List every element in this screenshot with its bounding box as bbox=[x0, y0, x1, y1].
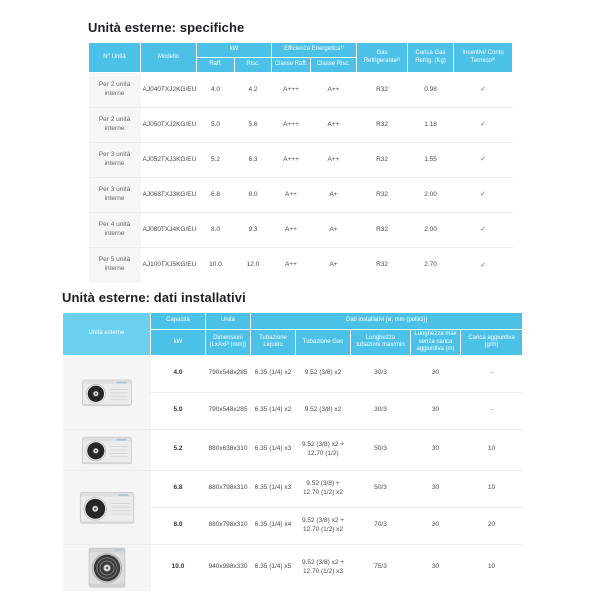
cell-unita: Per 4 unità interne bbox=[89, 213, 141, 248]
cell-tubazione-liquido: 6.35 (1/4) x5 bbox=[251, 544, 296, 591]
cell-unita: Per 2 unità interne bbox=[89, 73, 141, 108]
col-subheader-tubazione-gas: Tubazione Gas bbox=[296, 330, 351, 356]
cell-modello: AJ040TXJ2KG/EU bbox=[141, 73, 197, 108]
cell-unita: Per 2 unità interne bbox=[89, 108, 141, 143]
cell-modello: AJ050TXJ2KG/EU bbox=[141, 108, 197, 143]
check-icon: ✓ bbox=[454, 73, 513, 108]
col-header-modello: Modello bbox=[141, 43, 197, 73]
check-icon: ✓ bbox=[454, 248, 513, 283]
cell-classe-raff: A+++ bbox=[272, 143, 311, 178]
col-header-n-unita: N° Unità bbox=[89, 43, 141, 73]
cell-carica-aggiuntiva: - bbox=[461, 355, 523, 392]
cell-capacita: 4.0 bbox=[151, 355, 206, 392]
col-header-capacita: Capacità bbox=[151, 313, 206, 330]
cell-risc: 6.3 bbox=[235, 143, 272, 178]
table-row bbox=[89, 248, 513, 283]
outdoor-unit-image bbox=[63, 544, 151, 591]
col-subheader-raff: Raff. bbox=[197, 58, 235, 73]
cell-carica: 0.98 bbox=[408, 73, 454, 108]
cell-capacita: 6.8 bbox=[151, 470, 206, 507]
table-row bbox=[63, 544, 523, 591]
outdoor-unit-image bbox=[63, 470, 151, 544]
cell-carica-aggiuntiva: 10 bbox=[461, 470, 523, 507]
section-title-specifiche: Unità esterne: specifiche bbox=[88, 20, 245, 35]
col-header-gas: Gas Refrigerante²⁾ bbox=[357, 43, 408, 73]
cell-tubazione-gas: 9.52 (3/8) + 12.70 (1/2) x2 bbox=[296, 470, 351, 507]
cell-gas: R32 bbox=[357, 143, 408, 178]
outdoor-unit-image bbox=[63, 355, 151, 429]
cell-carica: 1.18 bbox=[408, 108, 454, 143]
cell-risc: 8.0 bbox=[235, 178, 272, 213]
col-subheader-classe-raff: Classe Raff. bbox=[272, 58, 311, 73]
cell-classe-risc: A++ bbox=[311, 73, 357, 108]
cell-classe-risc: A+ bbox=[311, 178, 357, 213]
cell-carica-aggiuntiva: 20 bbox=[461, 507, 523, 544]
cell-raff: 6.8 bbox=[197, 178, 235, 213]
col-subheader-risc: Risc. bbox=[235, 58, 272, 73]
cell-classe-raff: A+++ bbox=[272, 108, 311, 143]
cell-lunghezza-max: 30 bbox=[411, 355, 461, 392]
col-group-kw: kW bbox=[197, 43, 272, 58]
cell-carica-aggiuntiva: - bbox=[461, 392, 523, 429]
col-subheader-classe-risc: Classe Risc. bbox=[311, 58, 357, 73]
cell-risc: 4.2 bbox=[235, 73, 272, 108]
cell-unita: Per 3 unità interne bbox=[89, 178, 141, 213]
cell-risc: 5.6 bbox=[235, 108, 272, 143]
cell-raff: 8.0 bbox=[197, 213, 235, 248]
cell-tubazione-liquido: 6.35 (1/4) x3 bbox=[251, 429, 296, 470]
cell-lunghezza: 50/3 bbox=[351, 429, 411, 470]
table-specifiche bbox=[88, 42, 513, 283]
outdoor-unit-small-icon bbox=[81, 374, 133, 410]
outdoor-unit-medium-icon bbox=[79, 487, 135, 527]
cell-modello: AJ080TXJ4KG/EU bbox=[141, 213, 197, 248]
cell-tubazione-gas: 9.52 (3/8) x2 + 12.70 (1/2) x2 bbox=[296, 507, 351, 544]
col-header-incentivi: Incentivi/ Conto Termico³⁾ bbox=[454, 43, 513, 73]
cell-classe-raff: A++ bbox=[272, 213, 311, 248]
cell-capacita: 5.2 bbox=[151, 429, 206, 470]
cell-classe-raff: A++ bbox=[272, 178, 311, 213]
cell-gas: R32 bbox=[357, 213, 408, 248]
cell-tubazione-liquido: 6.35 (1/4) x4 bbox=[251, 507, 296, 544]
cell-dimensioni: 880x798x310 bbox=[206, 470, 251, 507]
cell-carica: 1.55 bbox=[408, 143, 454, 178]
cell-modello: AJ068TXJ3KG/EU bbox=[141, 178, 197, 213]
cell-lunghezza: 75/3 bbox=[351, 544, 411, 591]
cell-classe-raff: A+++ bbox=[272, 73, 311, 108]
col-header-carica: Carica Gas Refrig. (Kg) bbox=[408, 43, 454, 73]
cell-lunghezza-max: 30 bbox=[411, 544, 461, 591]
cell-modello: AJ100TXJ5KG/EU bbox=[141, 248, 197, 283]
cell-lunghezza: 30/3 bbox=[351, 355, 411, 392]
cell-carica: 2.70 bbox=[408, 248, 454, 283]
col-subheader-lunghezza: Lunghezza tubazioni max/min bbox=[351, 330, 411, 356]
cell-dimensioni: 790x548x285 bbox=[206, 355, 251, 392]
outdoor-unit-large-icon bbox=[85, 547, 129, 589]
table-row bbox=[63, 355, 523, 392]
cell-tubazione-liquido: 6.35 (1/4) x3 bbox=[251, 470, 296, 507]
section-specifiche bbox=[88, 20, 512, 283]
cell-dimensioni: 880x638x310 bbox=[206, 429, 251, 470]
section-title-dati-installativi: Unità esterne: dati installativi bbox=[62, 290, 246, 305]
table-dati-installativi bbox=[62, 312, 523, 591]
cell-risc: 9.3 bbox=[235, 213, 272, 248]
check-icon: ✓ bbox=[454, 178, 513, 213]
cell-tubazione-gas: 9.52 (3/8) x2 bbox=[296, 355, 351, 392]
cell-lunghezza: 50/3 bbox=[351, 470, 411, 507]
cell-raff: 5.0 bbox=[197, 108, 235, 143]
cell-dimensioni: 790x548x285 bbox=[206, 392, 251, 429]
col-subheader-carica-aggiuntiva: Carica aggiuntiva (g/m) bbox=[461, 330, 523, 356]
cell-carica: 2.00 bbox=[408, 213, 454, 248]
cell-carica-aggiuntiva: 10 bbox=[461, 429, 523, 470]
cell-lunghezza-max: 30 bbox=[411, 429, 461, 470]
cell-tubazione-liquido: 6.35 (1/4) x2 bbox=[251, 355, 296, 392]
cell-tubazione-gas: 9.52 (3/8) x2 bbox=[296, 392, 351, 429]
cell-gas: R32 bbox=[357, 108, 408, 143]
cell-carica: 2.00 bbox=[408, 178, 454, 213]
col-subheader-kw: kW bbox=[151, 330, 206, 356]
cell-raff: 4.0 bbox=[197, 73, 235, 108]
cell-classe-risc: A+ bbox=[311, 248, 357, 283]
col-header-unita-esterne: Unità esterne bbox=[63, 313, 151, 356]
cell-carica-aggiuntiva: 10 bbox=[461, 544, 523, 591]
cell-classe-raff: A++ bbox=[272, 248, 311, 283]
cell-dimensioni: 940x998x330 bbox=[206, 544, 251, 591]
cell-lunghezza-max: 30 bbox=[411, 470, 461, 507]
cell-gas: R32 bbox=[357, 73, 408, 108]
table-row bbox=[89, 213, 513, 248]
outdoor-unit-small-icon bbox=[81, 432, 133, 468]
table-row bbox=[63, 429, 523, 470]
cell-capacita: 10.0 bbox=[151, 544, 206, 591]
cell-modello: AJ052TXJ3KG/EU bbox=[141, 143, 197, 178]
col-subheader-lunghezza-max: Lunghezza max senza carica aggiuntiva (m) bbox=[411, 330, 461, 356]
table-row bbox=[63, 470, 523, 507]
cell-classe-risc: A+ bbox=[311, 213, 357, 248]
table-row bbox=[89, 178, 513, 213]
cell-classe-risc: A++ bbox=[311, 108, 357, 143]
col-subheader-dimensioni: Dimensioni (LxAxP (mm)) bbox=[206, 330, 251, 356]
cell-lunghezza-max: 30 bbox=[411, 392, 461, 429]
col-subheader-tubazione-liquido: Tubazione Liquido bbox=[251, 330, 296, 356]
cell-lunghezza-max: 30 bbox=[411, 507, 461, 544]
cell-raff: 5.2 bbox=[197, 143, 235, 178]
check-icon: ✓ bbox=[454, 213, 513, 248]
cell-capacita: 8.0 bbox=[151, 507, 206, 544]
cell-classe-risc: A++ bbox=[311, 143, 357, 178]
cell-gas: R32 bbox=[357, 178, 408, 213]
cell-unita: Per 5 unità interne bbox=[89, 248, 141, 283]
col-header-unita: Unità bbox=[206, 313, 251, 330]
check-icon: ✓ bbox=[454, 108, 513, 143]
cell-tubazione-gas: 9.52 (3/8) x2 + 12.70 (1/2) x3 bbox=[296, 544, 351, 591]
col-group-efficienza: Efficienza Energetica¹⁾ bbox=[272, 43, 357, 58]
cell-lunghezza: 30/3 bbox=[351, 392, 411, 429]
cell-tubazione-liquido: 6.35 (1/4) x2 bbox=[251, 392, 296, 429]
cell-risc: 12.0 bbox=[235, 248, 272, 283]
cell-lunghezza: 70/3 bbox=[351, 507, 411, 544]
check-icon: ✓ bbox=[454, 143, 513, 178]
outdoor-unit-image bbox=[63, 429, 151, 470]
table-row bbox=[89, 143, 513, 178]
col-group-dati-installativi: Dati installativi [ø, mm (pollici)] bbox=[251, 313, 523, 330]
cell-raff: 10.0 bbox=[197, 248, 235, 283]
cell-tubazione-gas: 9.52 (3/8) x2 + 12.70 (1/2) bbox=[296, 429, 351, 470]
cell-capacita: 5.0 bbox=[151, 392, 206, 429]
section-dati-installativi bbox=[62, 290, 522, 591]
table-row bbox=[89, 73, 513, 108]
cell-dimensioni: 880x798x310 bbox=[206, 507, 251, 544]
cell-unita: Per 3 unità interne bbox=[89, 143, 141, 178]
cell-gas: R32 bbox=[357, 248, 408, 283]
table-row bbox=[89, 108, 513, 143]
